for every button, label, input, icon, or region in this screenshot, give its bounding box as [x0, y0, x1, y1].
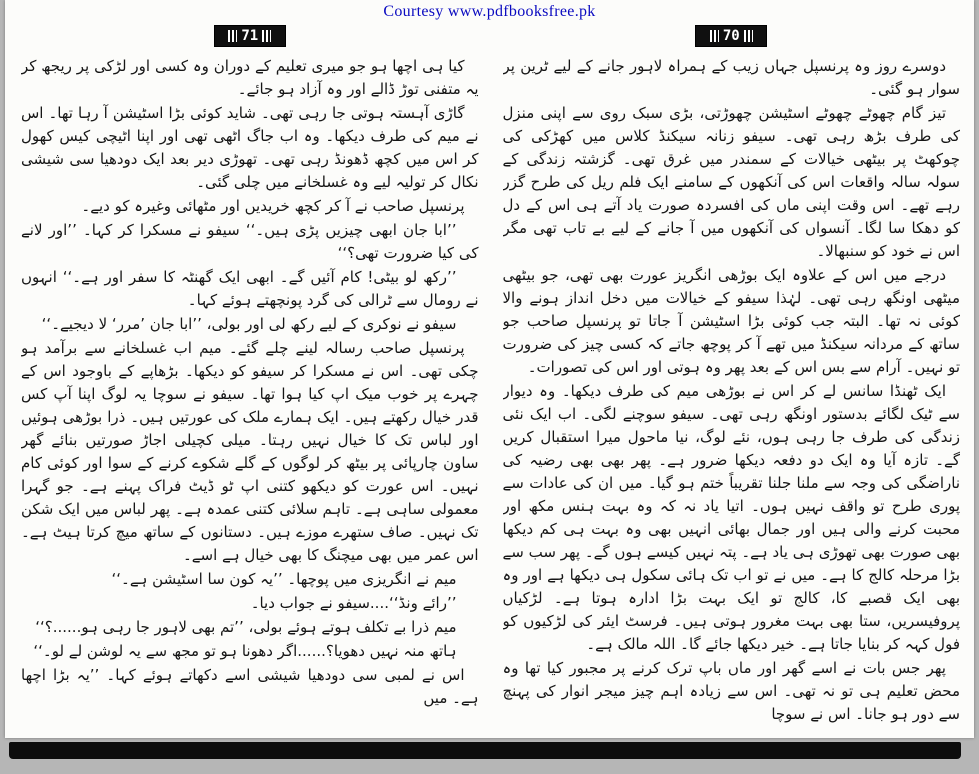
courtesy-watermark: Courtesy www.pdfbooksfree.pk — [383, 3, 596, 20]
paragraph: پرنسپل صاحب نے آ کر کچھ خریدیں اور مٹھائی وغیرہ کو دیے۔ — [81, 197, 465, 215]
page-70-badge-row — [503, 25, 961, 47]
dialog-paragraph: ہاتھ منہ نہیں دھویا؟......اگر دھونا ہو تو مجھ سے یہ لوشن لے لو۔‘‘ — [33, 642, 457, 660]
paragraph: دوسرے روز وہ پرنسپل جہاں زیب کے ہمراہ لاہور جانے کے لیے ٹرین پر سوار ہو گئی۔ — [502, 57, 960, 98]
page-70 — [503, 23, 961, 731]
badge-ornament-icon — [744, 30, 753, 42]
badge-ornament-icon — [228, 30, 237, 42]
page-71-badge-row — [21, 25, 479, 47]
scanned-book-spread — [5, 0, 974, 738]
page-number-badge-71 — [214, 25, 286, 47]
paragraph: تیز گام چھوٹے چھوٹے اسٹیشن چھوڑتی، بڑی سبک روی سے اپنی منزل کی طرف بڑھ رہی تھی۔ سیفو زنانہ سیکنڈ کلاس میں کھڑکی کی چوکھٹ پر بیٹھی خیالات کے سمندر میں غرق تھی۔ گزشتہ زندگی کے سولہ سالہ واقعات اس کی آنکھوں کے سامنے ایک فلم ریل کی طرح گزر رہے تھے۔ اس وقت اپنی ماں کی افسردہ صورت یاد آتے ہی اس کے دل کو دھکا سا لگا۔ آنسواں کی آنکھوں میں آ جانے کے لیے بے تاب تھی مگر اس نے خود کو سنبھالا۔ — [502, 104, 960, 260]
dialog-paragraph: ’’ابا جان ابھی چیزیں پڑی ہیں۔‘‘ سیفو نے مسکرا کر کہا۔ ’’اور لانے کی کیا ضرورت تھی؟‘‘ — [21, 221, 479, 262]
dialog-paragraph: میم نے انگریزی میں پوچھا۔ ’’یہ کون سا اسٹیشن ہے۔‘‘ — [111, 570, 457, 588]
dialog-paragraph: سیفو نے نوکری کے لیے رکھ لی اور بولی، ’’ابا جان ’مرر‘ لا دیجیے۔‘‘ — [41, 315, 457, 333]
page-71-text-column — [21, 55, 479, 731]
paragraph: پرنسپل صاحب رسالہ لینے چلے گئے۔ میم اب غسلخانے سے برآمد ہو چکی تھی۔ اس نے مسکرا کر سیفو کو دیکھا۔ بڑھاپے کے باوجود اس کے چہرے پر خوب میک اپ کیا ہوا تھا۔ سیفو نے سوچا یہ لوگ اپنا آپ کس قدر خیال رکھتے ہیں۔ ایک ہمارے ملک کی عورتیں ہیں۔ ذرا بوڑھی ہوئیں اور لباس تک کا خیال نہیں رہتا۔ میلی کچیلی اجاڑ صورتیں بنائے گھر ساون چارپائی پر بیٹھ کر لوگوں کے گلے شکوے کرنے کے سوا اور کوئی کام نہیں۔ اس عورت کو دیکھو کتنی اپ ٹو ڈیٹ فراک پہنے ہے۔ جو گہرا معمولی ساہی ہے۔ تاہم سلائی کتنی عمدہ ہے۔ پھر لباس میں ایک شکن تک نہیں۔ صاف ستھرے موزے ہیں۔ دستانوں کے ساتھ میچ کرتا ہیٹ ہے۔ اس عمر میں بھی میچنگ کا بھی خیال ہے اسے۔ — [21, 339, 479, 564]
badge-ornament-icon — [710, 30, 719, 42]
badge-ornament-icon — [262, 30, 271, 42]
page-71 — [21, 23, 479, 731]
page-number-badge-70 — [695, 25, 767, 47]
paragraph: ایک ٹھنڈا سانس لے کر اس نے بوڑھی میم کی طرف دیکھا۔ وہ دیوار سے ٹیک لگائے بدستور اونگھ رہی تھی۔ سیفو سوچنے لگی۔ اب ایک نئی زندگی کی طرف جا رہی ہوں، نئے لوگ، نیا ماحول میرا استقبال کریں گے۔ تازہ آیا وہ ایک دو دفعہ دیکھا ضرور ہے۔ پھر بھی بھی رضیہ کی ناراضگی کی وجہ سے ملنا جلنا تقریباً ختم ہو گیا۔ میں ان کی عادات سے پوری طرح تو واقف نہیں ہوں۔ اتیا یاد نہ کہ وہ بہت ہنس مکھ اور محبت کرنے والی ہیں اور جمال بھائی انہیں بھی وہ بہت ہی کم دیکھا بھی صورت بھی تھوڑی ہی یاد ہے۔ پتہ نہیں کیسے ہوں گے۔ پھر سب سے بڑا مرحلہ کالج کا ہے۔ میں نے تو اب تک ہائی سکول ہی دیکھا ہے اور وہ بھی ایک قصبے کا، کالج تو ایک بہت بڑا ادارہ ہوتا ہے۔ لڑکیاں پروفیسریں، ستا بھی بہت مغرور ہوتی ہیں۔ فرسٹ ایئر کی لڑکیوں کو فول کہہ کر بنایا جاتا ہے۔ خیر دیکھا جائے گا۔ اللہ مالک ہے۔ — [502, 382, 960, 653]
scan-bottom-shadow-bar — [9, 742, 961, 759]
dialog-paragraph: ’’رائے ونڈ‘‘....سیفو نے جواب دیا۔ — [250, 594, 457, 612]
paragraph: گاڑی آہستہ ہوتی جا رہی تھی۔ شاید کوئی بڑا اسٹیشن آ رہا تھا۔ اس نے میم کی طرف دیکھا۔ وہ اب جاگ اٹھی تھی اور اپنا اٹیچی کیس کھول کر اس میں کچھ ڈھونڈ رہی تھی۔ تھوڑی دیر بعد ایک دودھیا سی شیشی نکال کر تولیہ لیے وہ غسلخانے میں چلی گئی۔ — [21, 104, 479, 191]
paragraph: اس نے لمبی سی دودھیا شیشی اسے دکھاتے ہوئے کہا۔ ’’یہ بڑا اچھا ہے۔ میں — [21, 666, 479, 707]
dialog-paragraph: ’’رکھ لو بیٹی! کام آئیں گے۔ ابھی ایک گھنٹہ کا سفر اور ہے۔‘‘ انہوں نے رومال سے ٹرالی کی گرد پونچھتے ہوئے کہا۔ — [21, 268, 479, 309]
two-page-spread — [5, 21, 974, 731]
page-number-70: 70 — [722, 28, 740, 44]
paragraph: درجے میں اس کے علاوہ ایک بوڑھی انگریز عورت بھی تھی، جو بیٹھی میٹھی اونگھ رہی تھی۔ لہٰذا سیفو کے خیالات میں دخل انداز ہونے والا کوئی نہ تھا۔ البتہ جب کوئی بڑا اسٹیشن آ جاتا تو پرنسپل صاحب جو ساتھ کے مردانہ سیکنڈ میں تھے آ کر پوچھ جاتے کہ کسی چیز کی ضرورت تو نہیں۔ آرام سے بس اس کے بعد پھر وہ ہوتی اور اس کی تصورات۔ — [502, 266, 960, 376]
dialog-paragraph: میم ذرا بے تکلف ہوتے ہوئے بولی، ’’تم بھی لاہور جا رہی ہو......؟‘‘ — [35, 618, 457, 636]
page-70-text-column — [503, 55, 961, 731]
page-number-71: 71 — [241, 28, 259, 44]
paragraph: کیا ہی اچھا ہو جو میری تعلیم کے دوران وہ کسی اور لڑکی پر ریجھ کر یہ متفنی توڑ ڈالے اور وہ آزاد ہو جائے۔ — [21, 57, 479, 98]
paragraph: پھر جس بات نے اسے گھر اور ماں باپ ترک کرنے پر مجبور کیا تھا وہ محض تعلیم ہی تو نہ تھی۔ اس سے زیادہ اہم چیز میجر انوار کی پہنچ سے دور ہو جانا۔ اس نے سوچا — [502, 659, 960, 723]
